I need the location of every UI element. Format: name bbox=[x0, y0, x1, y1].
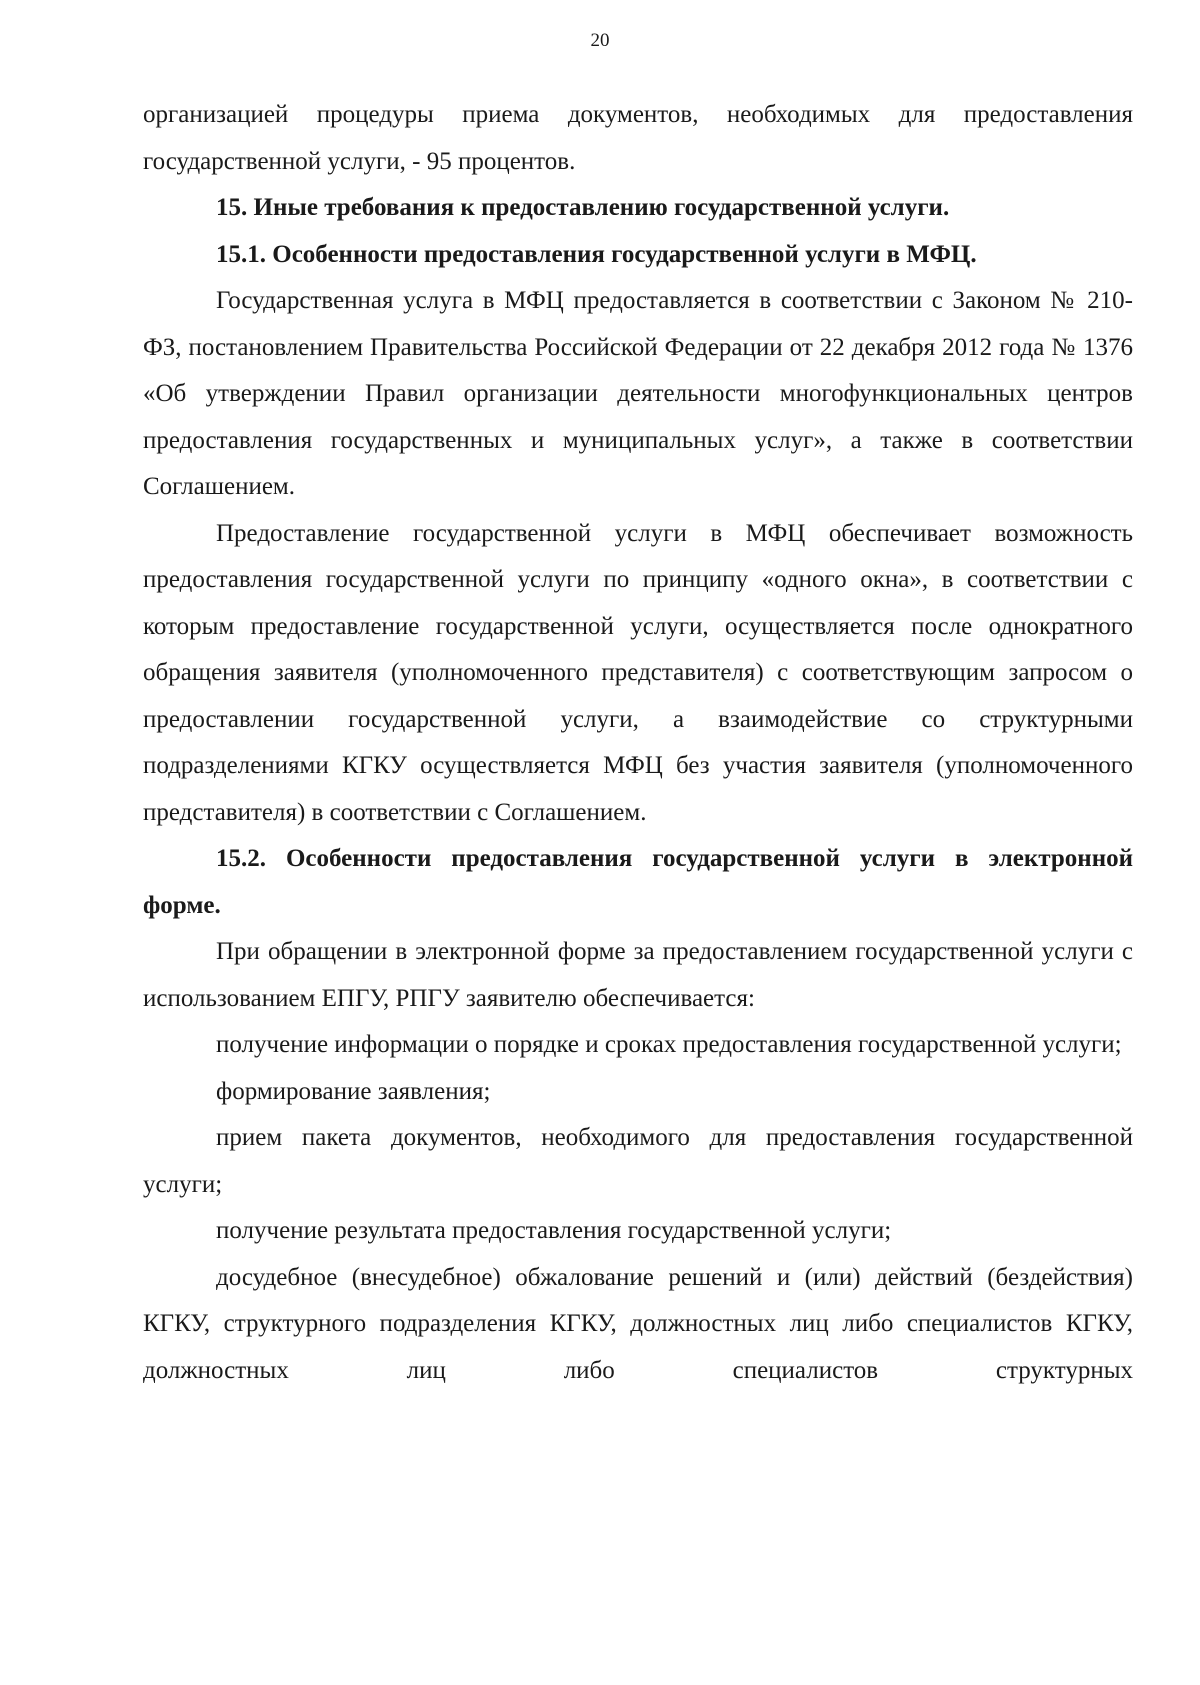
section-heading-15-1: 15.1. Особенности предоставления государственной услуги в МФЦ. bbox=[216, 240, 977, 268]
page-number: 20 bbox=[590, 30, 610, 51]
paragraph-continuation: организацией процедуры приема документов, необходимых для предоставления государственной услуги, - 95 процентов. bbox=[143, 101, 1133, 175]
list-item-application: формирование заявления; bbox=[216, 1077, 491, 1105]
section-heading-15-2: 15.2. Особенности предоставления государственной услуги в электронной форме. bbox=[143, 845, 1133, 919]
list-item-result: получение результата предоставления государственной услуги; bbox=[216, 1217, 892, 1244]
list-item-info: получение информации о порядке и сроках предоставления государственной услуги; bbox=[216, 1031, 1122, 1058]
paragraph-one-window: Предоставление государственной услуги в МФЦ обеспечивает возможность предоставления государственной услуги по принципу «одного окна», в соответствии с которым предоставление государственной услуги, осуществляется после однократного обращения заявителя (уполномоченного представителя) с соответствующим запросом о предоставлении государственной услуги, а взаимодействие со структурными подразделениями КГКУ осуществляется МФЦ без участия заявителя (уполномоченного представителя) в соответствии с Соглашением. bbox=[143, 519, 1133, 826]
list-item-documents: прием пакета документов, необходимого для предоставления государственной услуги; bbox=[143, 1124, 1133, 1198]
paragraph-mfc-law: Государственная услуга в МФЦ предоставляется в соответствии с Законом № 210-ФЗ, постановлением Правительства Российской Федерации от 22 декабря 2012 года № 1376 «Об утверждении Правил организации деятельности многофункциональных центров предоставления государственных и муниципальных услуг», а также в соответствии Соглашением. bbox=[143, 287, 1133, 500]
paragraph-electronic-form: При обращении в электронной форме за предоставлением государственной услуги с использованием ЕПГУ, РПГУ заявителю обеспечивается: bbox=[143, 938, 1133, 1012]
section-heading-15: 15. Иные требования к предоставлению государственной услуги. bbox=[216, 194, 950, 221]
document-body bbox=[143, 92, 1133, 1394]
list-item-appeal: досудебное (внесудебное) обжалование решений и (или) действий (бездействия) КГКУ, структурного подразделения КГКУ, должностных лиц либо специалистов КГКУ, должностных лиц либо специалистов структурных bbox=[143, 1263, 1133, 1384]
